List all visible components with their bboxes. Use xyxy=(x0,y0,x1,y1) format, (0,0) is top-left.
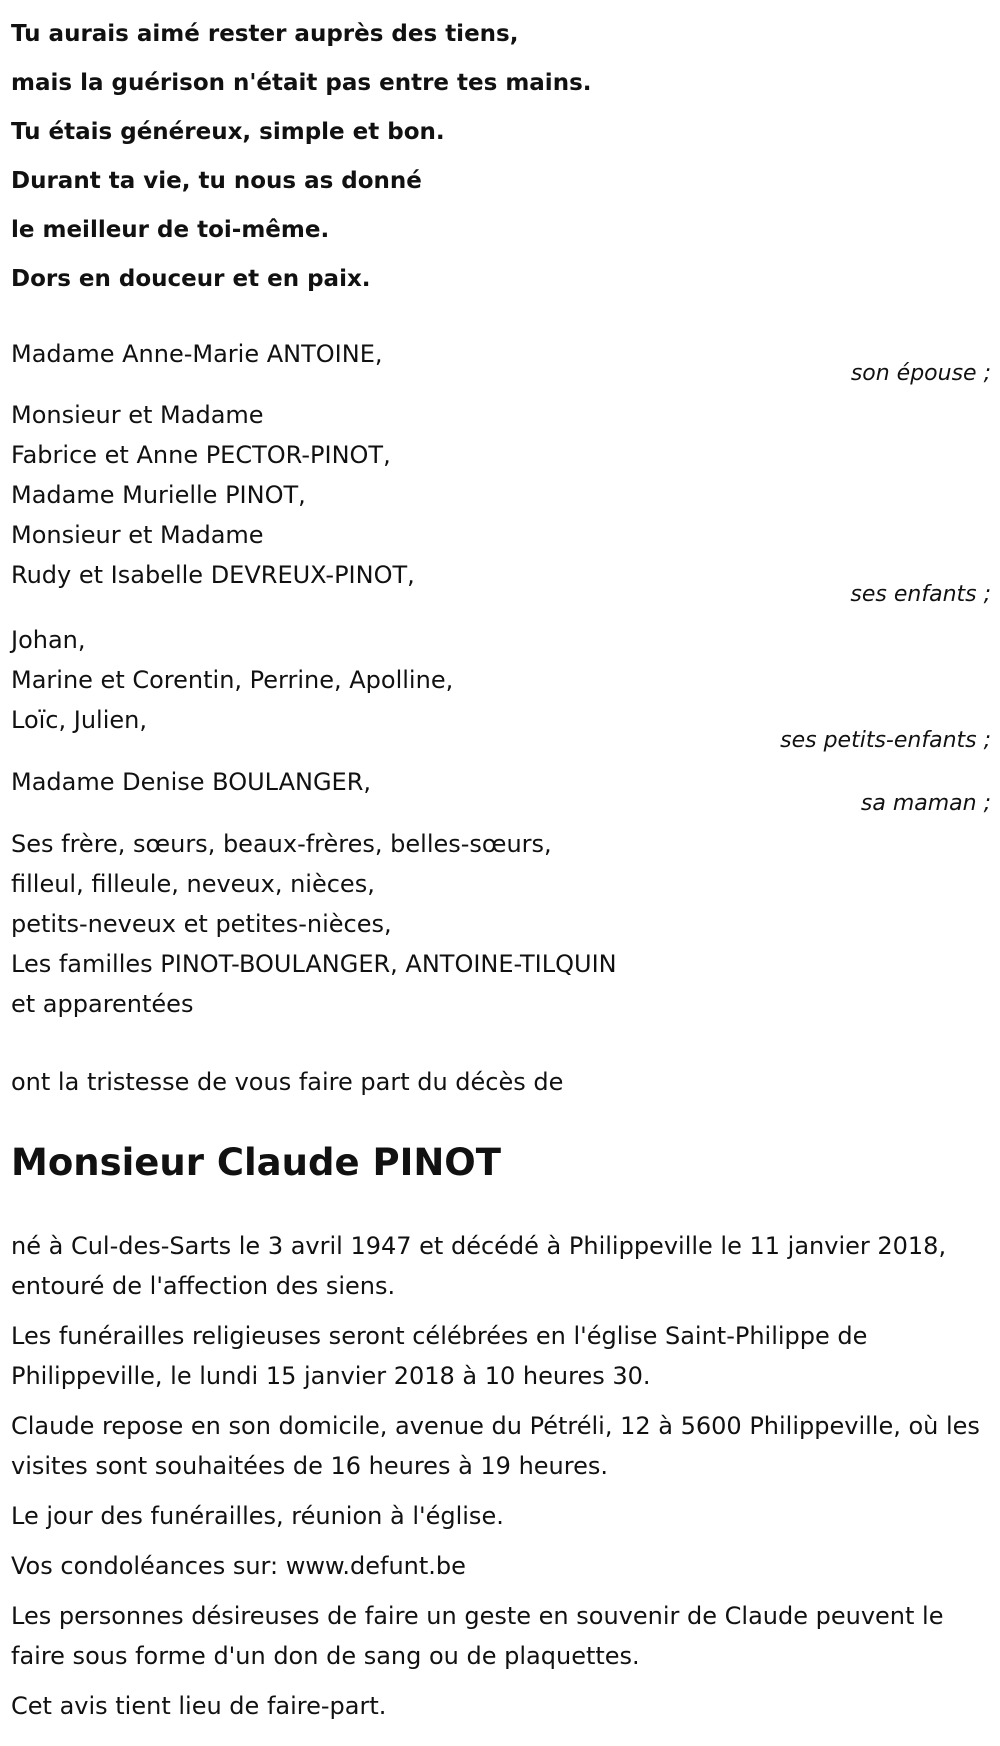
family-line: filleul, filleule, neveux, nièces, xyxy=(11,870,375,898)
family-line: Monsieur et Madame xyxy=(11,401,264,429)
detail-paragraph: Cet avis tient lieu de faire-part. xyxy=(11,1692,387,1720)
poem-line: Durant ta vie, tu nous as donné xyxy=(11,168,422,194)
family-line: Madame Anne-Marie ANTOINE, xyxy=(11,340,383,368)
detail-paragraph: né à Cul-des-Sarts le 3 avril 1947 et décédé à Philippeville le 11 janvier 2018, entouré de l'affection des siens. xyxy=(11,1232,947,1300)
family-role-children: ses enfants ; xyxy=(850,582,991,607)
family-children xyxy=(11,395,991,607)
family-role-mother: sa maman ; xyxy=(860,791,991,816)
poem-line: Tu aurais aimé rester auprès des tiens, xyxy=(11,21,519,47)
family-mother xyxy=(11,762,991,816)
announcement-text: ont la tristesse de vous faire part du décès de xyxy=(11,1068,564,1096)
family-grandchildren xyxy=(11,620,991,753)
poem-line: Dors en douceur et en paix. xyxy=(11,266,371,292)
family-spouse xyxy=(11,334,991,386)
family-line: et apparentées xyxy=(11,990,194,1018)
family-line: Madame Denise BOULANGER, xyxy=(11,768,372,796)
family-others xyxy=(11,824,991,1024)
poem-line: Tu étais généreux, simple et bon. xyxy=(11,119,445,145)
family-line: Ses frère, sœurs, beaux-frères, belles-sœurs, xyxy=(11,830,552,858)
family-line: Fabrice et Anne PECTOR-PINOT, xyxy=(11,441,391,469)
funeral-details xyxy=(11,1226,991,1736)
family-line: Les familles PINOT-BOULANGER, ANTOINE-TILQUIN xyxy=(11,950,617,978)
detail-paragraph: Les personnes désireuses de faire un geste en souvenir de Claude peuvent le faire sous forme d'un don de sang ou de plaquettes. xyxy=(11,1602,944,1670)
family-line: Loïc, Julien, xyxy=(11,706,147,734)
family-line: Madame Murielle PINOT, xyxy=(11,481,306,509)
family-line: Monsieur et Madame xyxy=(11,521,264,549)
family-line: Rudy et Isabelle DEVREUX-PINOT, xyxy=(11,561,415,589)
announcement xyxy=(11,1062,991,1102)
family-line: Marine et Corentin, Perrine, Apolline, xyxy=(11,666,454,694)
detail-paragraph: Les funérailles religieuses seront célébrées en l'église Saint-Philippe de Philippeville, le lundi 15 janvier 2018 à 10 heures 30. xyxy=(11,1322,868,1390)
family-role-grandchildren: ses petits-enfants ; xyxy=(780,728,991,753)
family-role-spouse: son épouse ; xyxy=(850,361,991,386)
poem-line: mais la guérison n'était pas entre tes mains. xyxy=(11,70,592,96)
poem xyxy=(11,10,592,304)
detail-paragraph: Le jour des funérailles, réunion à l'église. xyxy=(11,1502,504,1530)
family-line: Johan, xyxy=(11,626,86,654)
detail-paragraph: Claude repose en son domicile, avenue du Pétréli, 12 à 5600 Philippeville, où les visites sont souhaitées de 16 heures à 19 heures. xyxy=(11,1412,980,1480)
poem-line: le meilleur de toi-même. xyxy=(11,217,330,243)
family-line: petits-neveux et petites-nièces, xyxy=(11,910,392,938)
deceased-name: Monsieur Claude PINOT xyxy=(11,1141,501,1184)
detail-paragraph: Vos condoléances sur: www.defunt.be xyxy=(11,1552,466,1580)
